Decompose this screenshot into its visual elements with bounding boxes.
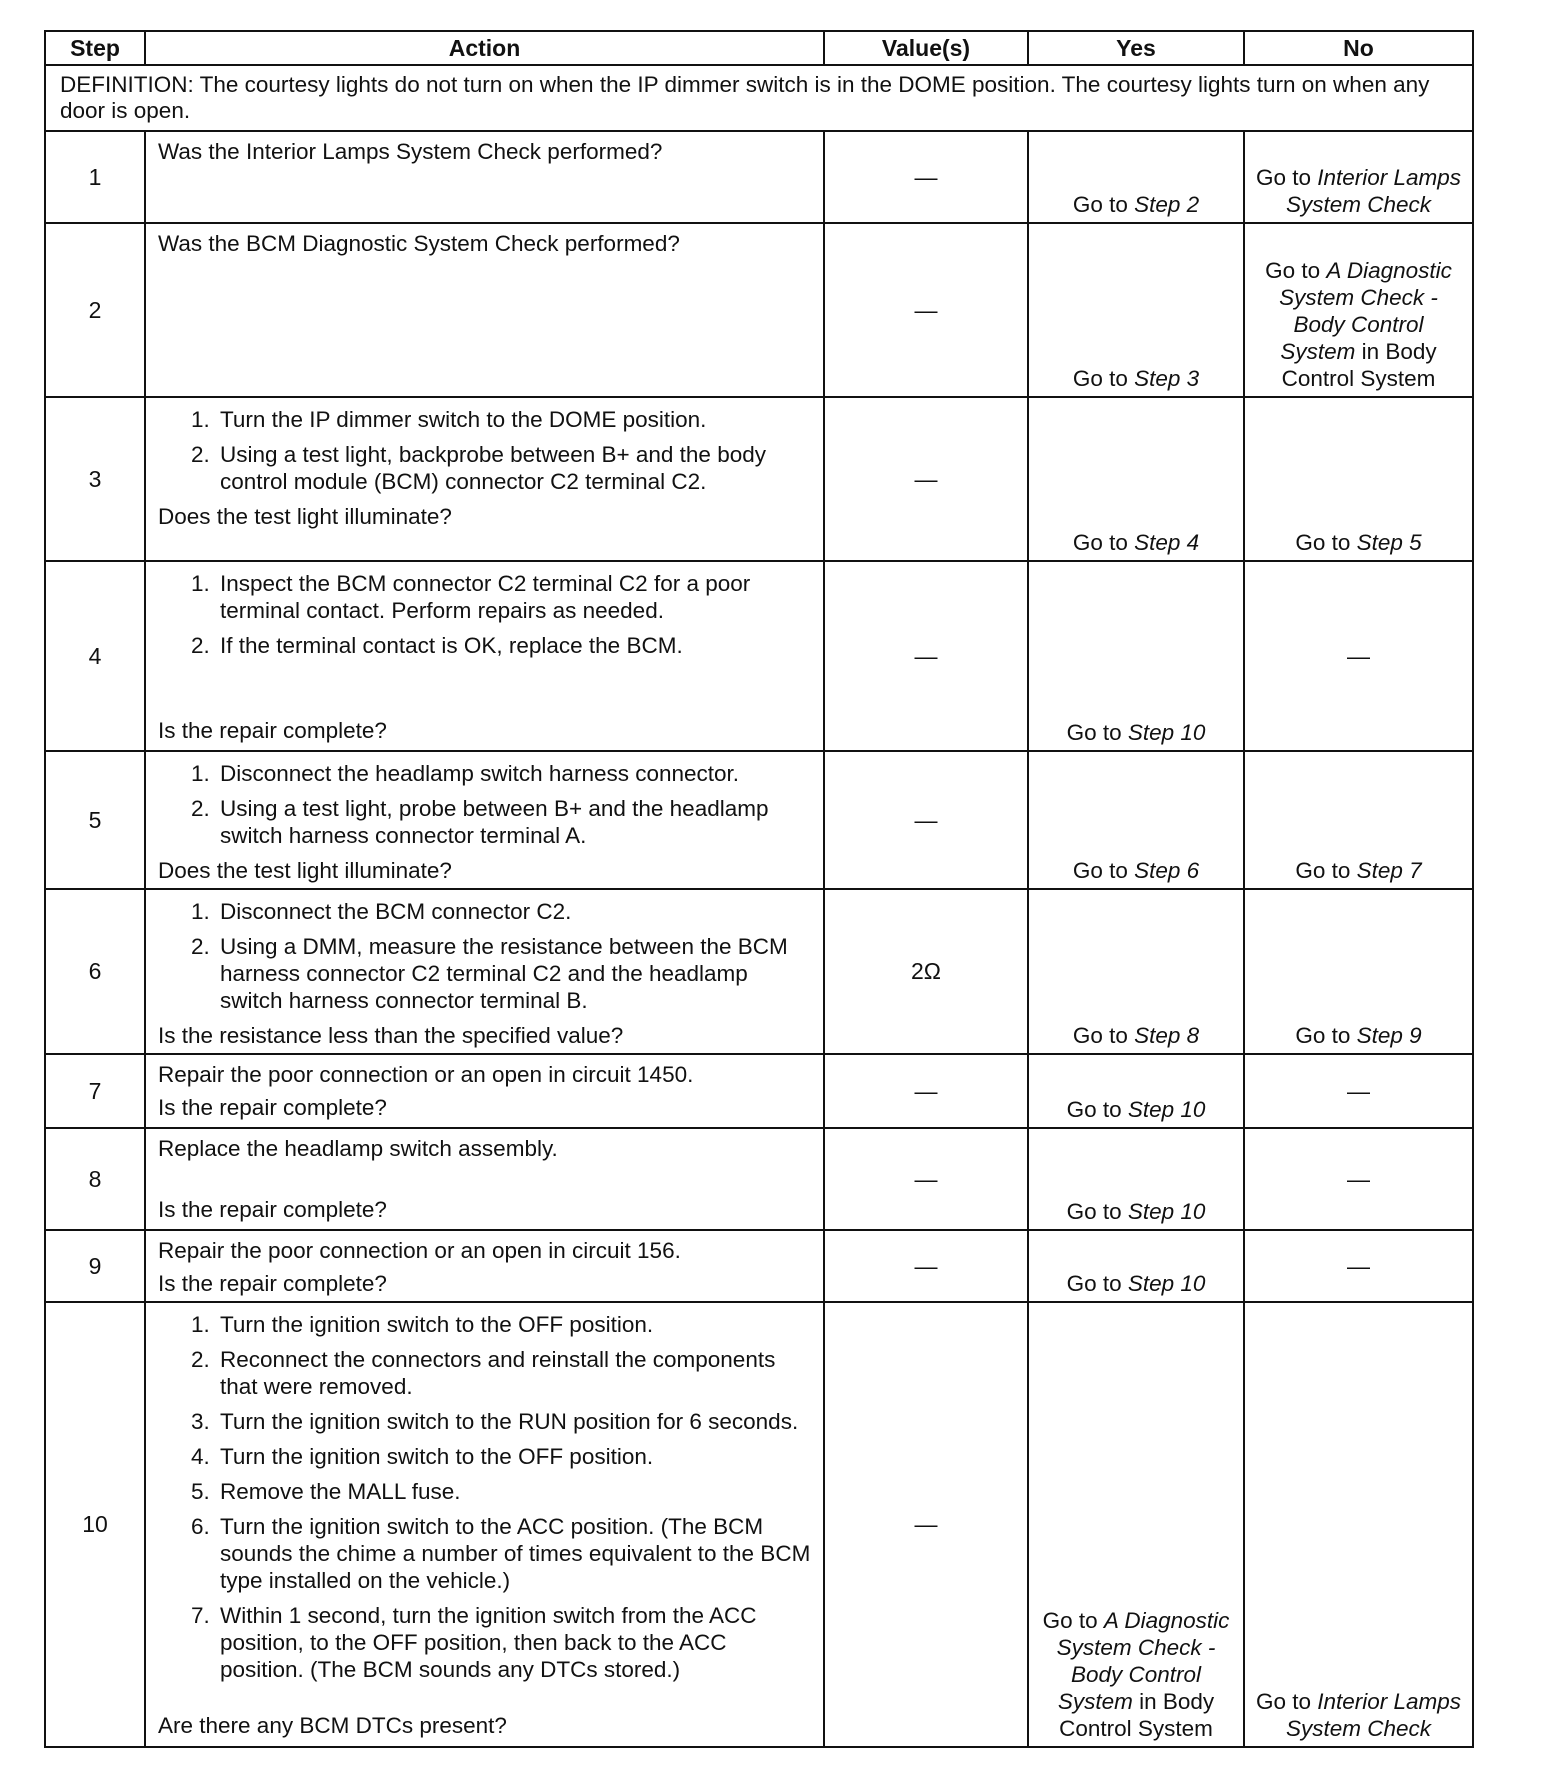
yes-cell [1028,1230,1244,1302]
header-values: Value(s) [824,31,1028,65]
go-to-label: Go to [1072,192,1128,217]
action-list [158,570,813,667]
action-cell [145,397,824,561]
action-text: Replace the headlamp switch assembly. [158,1136,558,1161]
yes-cell [1028,1128,1244,1230]
action-cell [145,751,824,889]
step-link: Step 10 [1127,1097,1206,1122]
action-question: Does the test light illuminate? [158,504,452,529]
definition-text: DEFINITION: The courtesy lights do not turn on when the IP dimmer switch is in the DOME position. The courtesy lights turn on when any door is open. [45,65,1473,131]
table-row [45,889,1473,1054]
step-link: Step 5 [1356,530,1422,555]
action-list [158,406,813,503]
no-cell: — [1244,1054,1473,1128]
list-item: 5. Remove the MALL fuse. [216,1478,813,1505]
step-number: 10 [45,1302,145,1747]
action-cell [145,223,824,397]
reference-suffix: in Body Control System [1281,339,1437,391]
table-row [45,131,1473,223]
action-question: Are there any BCM DTCs present? [158,1713,507,1738]
list-item: 2. Using a DMM, measure the resistance between the BCM harness connector C2 terminal C2 and the headlamp switch harness connector terminal B. [216,933,813,1014]
reference-link: A Diagnostic System Check - Body Control System [1279,258,1452,364]
step-number: 2 [45,223,145,397]
action-question: Is the repair complete? [158,1271,387,1296]
step-link: Step 3 [1134,366,1200,391]
step-link: Step 9 [1356,1023,1422,1048]
value-cell: — [824,1054,1028,1128]
yes-cell [1028,131,1244,223]
table-row [45,561,1473,751]
step-link: Step 10 [1127,720,1206,745]
table-row [45,1054,1473,1128]
action-question: Is the repair complete? [158,1197,387,1222]
go-to-label: Go to [1255,165,1311,190]
action-text: Was the Interior Lamps System Check performed? [158,139,663,164]
header-action: Action [145,31,824,65]
table-row [45,751,1473,889]
yes-cell [1028,1302,1244,1747]
header-step: Step [45,31,145,65]
definition-row [45,65,1473,131]
action-text: Repair the poor connection or an open in circuit 156. [158,1238,681,1263]
yes-cell [1028,889,1244,1054]
value-cell: — [824,1302,1028,1747]
no-cell [1244,131,1473,223]
action-text: Repair the poor connection or an open in circuit 1450. [158,1062,694,1087]
step-number: 8 [45,1128,145,1230]
action-list [158,898,813,1022]
value-cell: — [824,1128,1028,1230]
step-link: Step 2 [1134,192,1200,217]
go-to-label: Go to [1072,858,1128,883]
reference-link: A Diagnostic System Check - Body Control System [1056,1608,1230,1714]
step-number: 5 [45,751,145,889]
list-item: 2. Using a test light, backprobe between B+ and the body control module (BCM) connector C2 terminal C2. [216,441,813,495]
action-question: Does the test light illuminate? [158,858,452,883]
go-to-label: Go to [1042,1608,1098,1633]
no-cell [1244,223,1473,397]
action-cell [145,1128,824,1230]
step-link: Step 10 [1127,1199,1206,1224]
reference-link: Interior Lamps System Check [1285,165,1462,217]
action-list [158,760,813,857]
list-item: 2. Using a test light, probe between B+ and the headlamp switch harness connector terminal A. [216,795,813,849]
table-row [45,1302,1473,1747]
value-cell: — [824,561,1028,751]
table-row [45,1128,1473,1230]
go-to-label: Go to [1072,1023,1128,1048]
action-cell [145,561,824,751]
go-to-label: Go to [1072,366,1128,391]
header-row [45,31,1473,65]
reference-suffix: in Body Control System [1059,1689,1215,1741]
no-cell [1244,1302,1473,1747]
table-row [45,1230,1473,1302]
step-link: Step 8 [1134,1023,1200,1048]
step-number: 3 [45,397,145,561]
no-cell: — [1244,1230,1473,1302]
step-number: 1 [45,131,145,223]
step-link: Step 7 [1356,858,1422,883]
list-item: 1. Disconnect the BCM connector C2. [216,898,813,925]
go-to-label: Go to [1066,1199,1122,1224]
action-question: Is the repair complete? [158,718,387,743]
go-to-label: Go to [1295,1023,1351,1048]
yes-cell [1028,397,1244,561]
action-list [158,1311,813,1691]
value-cell: 2Ω [824,889,1028,1054]
no-cell [1244,889,1473,1054]
yes-cell [1028,1054,1244,1128]
list-item: 2. Reconnect the connectors and reinstall the components that were removed. [216,1346,813,1400]
step-number: 9 [45,1230,145,1302]
list-item: 1. Disconnect the headlamp switch harness connector. [216,760,813,787]
value-cell: — [824,131,1028,223]
action-cell [145,1054,824,1128]
list-item: 6. Turn the ignition switch to the ACC position. (The BCM sounds the chime a number of times equivalent to the BCM type installed on the vehicle.) [216,1513,813,1594]
step-link: Step 10 [1127,1271,1206,1296]
table-row [45,397,1473,561]
go-to-label: Go to [1066,1097,1122,1122]
go-to-label: Go to [1066,720,1122,745]
list-item: 1. Turn the ignition switch to the OFF position. [216,1311,813,1338]
value-cell: — [824,1230,1028,1302]
go-to-label: Go to [1295,530,1351,555]
table-row [45,223,1473,397]
value-cell: — [824,751,1028,889]
action-question: Is the repair complete? [158,1095,387,1120]
action-cell [145,131,824,223]
step-link: Step 4 [1134,530,1200,555]
action-question: Is the resistance less than the specified value? [158,1023,624,1048]
diagnostic-table [44,30,1474,1748]
yes-cell [1028,223,1244,397]
list-item: 1. Inspect the BCM connector C2 terminal C2 for a poor terminal contact. Perform repairs as needed. [216,570,813,624]
list-item: 7. Within 1 second, turn the ignition switch from the ACC position, to the OFF position, then back to the ACC position. (The BCM sounds any DTCs stored.) [216,1602,813,1683]
step-link: Step 6 [1134,858,1200,883]
go-to-label: Go to [1255,1689,1311,1714]
no-cell [1244,397,1473,561]
yes-cell [1028,561,1244,751]
no-cell: — [1244,1128,1473,1230]
go-to-label: Go to [1265,258,1321,283]
header-yes: Yes [1028,31,1244,65]
list-item: 3. Turn the ignition switch to the RUN position for 6 seconds. [216,1408,813,1435]
yes-cell [1028,751,1244,889]
go-to-label: Go to [1295,858,1351,883]
step-number: 6 [45,889,145,1054]
no-cell: — [1244,561,1473,751]
value-cell: — [824,397,1028,561]
list-item: 1. Turn the IP dimmer switch to the DOME position. [216,406,813,433]
value-cell: — [824,223,1028,397]
action-cell [145,1302,824,1747]
header-no: No [1244,31,1473,65]
no-cell [1244,751,1473,889]
go-to-label: Go to [1066,1271,1122,1296]
step-number: 7 [45,1054,145,1128]
go-to-label: Go to [1072,530,1128,555]
action-text: Was the BCM Diagnostic System Check performed? [158,231,680,256]
reference-link: Interior Lamps System Check [1285,1689,1462,1741]
list-item: 2. If the terminal contact is OK, replace the BCM. [216,632,813,659]
list-item: 4. Turn the ignition switch to the OFF position. [216,1443,813,1470]
action-cell [145,1230,824,1302]
action-cell [145,889,824,1054]
step-number: 4 [45,561,145,751]
